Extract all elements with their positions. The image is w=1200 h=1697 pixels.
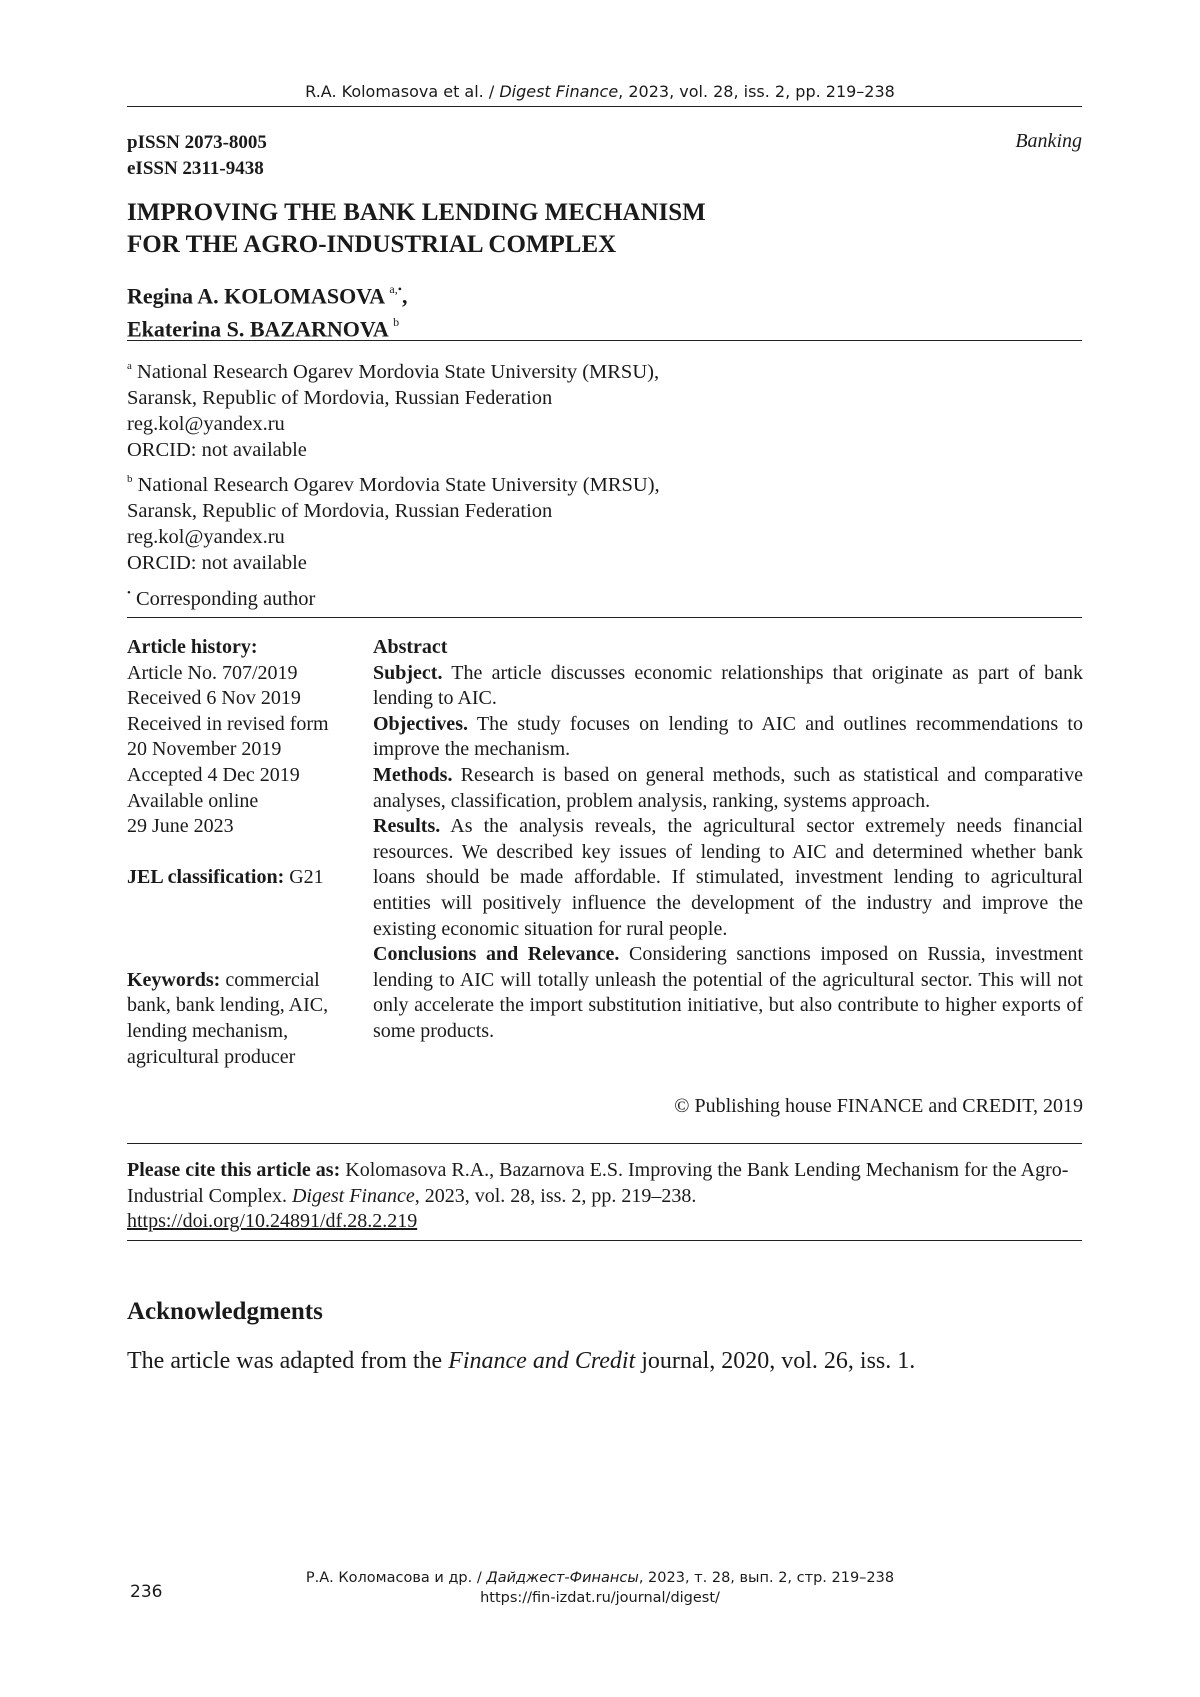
methods-label: Methods. [373,763,453,786]
article-history [127,635,357,1070]
abstract-heading: Abstract [373,636,448,658]
print-issn: pISSN 2073-8005 [127,132,267,153]
objectives-label: Objectives. [373,712,468,735]
page-footer [0,1568,1200,1608]
abstract [373,635,1083,1045]
citation-text: Kolomasova R.A., Bazarnova E.S. Improving the Bank Lending Mechanism for the Agro-Industrial Complex. [127,1159,1069,1207]
acknowledgments-text [127,1348,915,1375]
doi-link[interactable]: https://doi.org/10.24891/df.28.2.219 [127,1210,418,1233]
affiliation-email: reg.kol@yandex.ru [127,525,285,548]
revised-label: Received in revised form [127,712,329,735]
electronic-issn: eISSN 2311-9438 [127,158,264,179]
author-name: Regina A. KOLOMASOVA [127,283,384,309]
accepted-date: Accepted 4 Dec 2019 [127,763,300,786]
affiliation-email: reg.kol@yandex.ru [127,412,285,435]
corresponding-text: Corresponding author [135,587,316,610]
acknowledgments-heading: Acknowledgments [127,1298,323,1325]
acknowledgments-journal: Finance and Credit [448,1348,636,1374]
results-text: As the analysis reveals, the agricultural sector extremely needs financial resources. We described key issues of lending to AIC and determined whether bank loans should be made affordable. If stimulated, investment lending to agricultural entities will positively influence the development of the industry and improve the existing economic situation for rural people. [373,815,1083,940]
corresponding-note [127,581,315,612]
objectives-text: The study focuses on lending to AIC and outlines recommendations to improve the mechanism. [373,712,1083,761]
running-head-suffix: , 2023, vol. 28, iss. 2, pp. 219–238 [618,82,895,101]
author-marks: a,• [389,282,402,296]
author-1 [127,277,407,310]
conclusions-text: Considering sanctions imposed on Russia, investment lending to AIC will totally unleash the potential of the agricultural sector. This will not only accelerate the import substitution initiative, but also contribute to higher exports of some products. [373,943,1083,1042]
conclusions-label: Conclusions and Relevance. [373,943,620,966]
author-list [127,277,407,344]
affiliation-orcid: ORCID: not available [127,551,307,574]
page-number: 236 [130,1582,163,1602]
footer-suffix: , 2023, т. 28, вып. 2, стр. 219–238 [638,1570,895,1586]
online-label: Available online [127,789,259,812]
running-head-journal: Digest Finance [499,82,619,101]
affiliation-orcid: ORCID: not available [127,438,307,461]
abstract-conclusions [373,942,1083,1044]
footer-prefix: Р.А. Коломасова и др. / [305,1570,487,1586]
citation-rule [127,1240,1082,1241]
title-line-2: FOR THE AGRO-INDUSTRIAL COMPLEX [127,231,617,258]
article-title [127,197,706,261]
affiliation-mark: b [127,473,133,485]
affiliations-rule [127,617,1082,618]
keywords [127,968,357,1070]
article-number: Article No. 707/2019 [127,661,298,684]
jel-value: G21 [284,866,324,889]
citation-details: , 2023, vol. 28, iss. 2, pp. 219–238. [414,1184,697,1207]
citation-label: Please cite this article as: [127,1159,341,1181]
copyright-rule [127,1143,1082,1144]
affiliation-place: Saransk, Republic of Mordovia, Russian Federation [127,499,553,522]
abstract-subject [373,661,1083,712]
affiliation-mark: a [127,360,132,372]
methods-text: Research is based on general methods, such as statistical and comparative analyses, classification, problem analysis, ranking, systems approach. [373,763,1083,812]
copyright-notice: © Publishing house FINANCE and CREDIT, 2019 [674,1095,1083,1117]
issn-block [127,130,267,182]
affiliation-b [127,467,660,576]
authors-rule [127,340,1082,341]
corresponding-mark: • [127,587,131,599]
acknowledgments-lead: The article was adapted from the [127,1348,449,1374]
author-marks: b [393,315,400,330]
jel-classification [127,865,357,891]
affiliation-org: National Research Ogarev Mordovia State University (MRSU), [137,360,660,383]
affiliation-a [127,354,659,463]
abstract-results [373,814,1083,942]
keywords-value: commercial bank, bank lending, AIC, lending mechanism, agricultural producer [127,968,329,1068]
subject-text: The article discusses economic relationships that originate as part of bank lending to AIC. [373,661,1083,710]
section-tag: Banking [1015,130,1082,152]
abstract-objectives [373,712,1083,763]
running-head [0,82,1200,101]
footer-url: https://fin-izdat.ru/journal/digest/ [480,1590,720,1606]
footer-journal: Дайджест-Финансы [486,1570,639,1586]
received-date: Received 6 Nov 2019 [127,687,301,710]
author-2 [127,310,407,343]
abstract-methods [373,763,1083,814]
acknowledgments-details: journal, 2020, vol. 26, iss. 1. [635,1348,916,1374]
results-label: Results. [373,815,441,838]
citation-block [127,1158,1082,1235]
author-name: Ekaterina S. BAZARNOVA [127,316,388,342]
title-line-1: IMPROVING THE BANK LENDING MECHANISM [127,199,706,226]
header-rule [127,106,1082,107]
affiliation-place: Saransk, Republic of Mordovia, Russian Federation [127,386,553,409]
jel-label: JEL classification: [127,866,285,889]
affiliation-org: National Research Ogarev Mordovia State University (MRSU), [137,473,660,496]
running-head-prefix: R.A. Kolomasova et al. / [305,82,500,101]
citation-journal: Digest Finance [291,1184,415,1207]
revised-date: 20 November 2019 [127,738,282,761]
history-label: Article history: [127,636,258,658]
online-date: 29 June 2023 [127,815,234,838]
author-separator: , [401,283,408,309]
subject-label: Subject. [373,661,443,684]
keywords-label: Keywords: [127,968,221,991]
